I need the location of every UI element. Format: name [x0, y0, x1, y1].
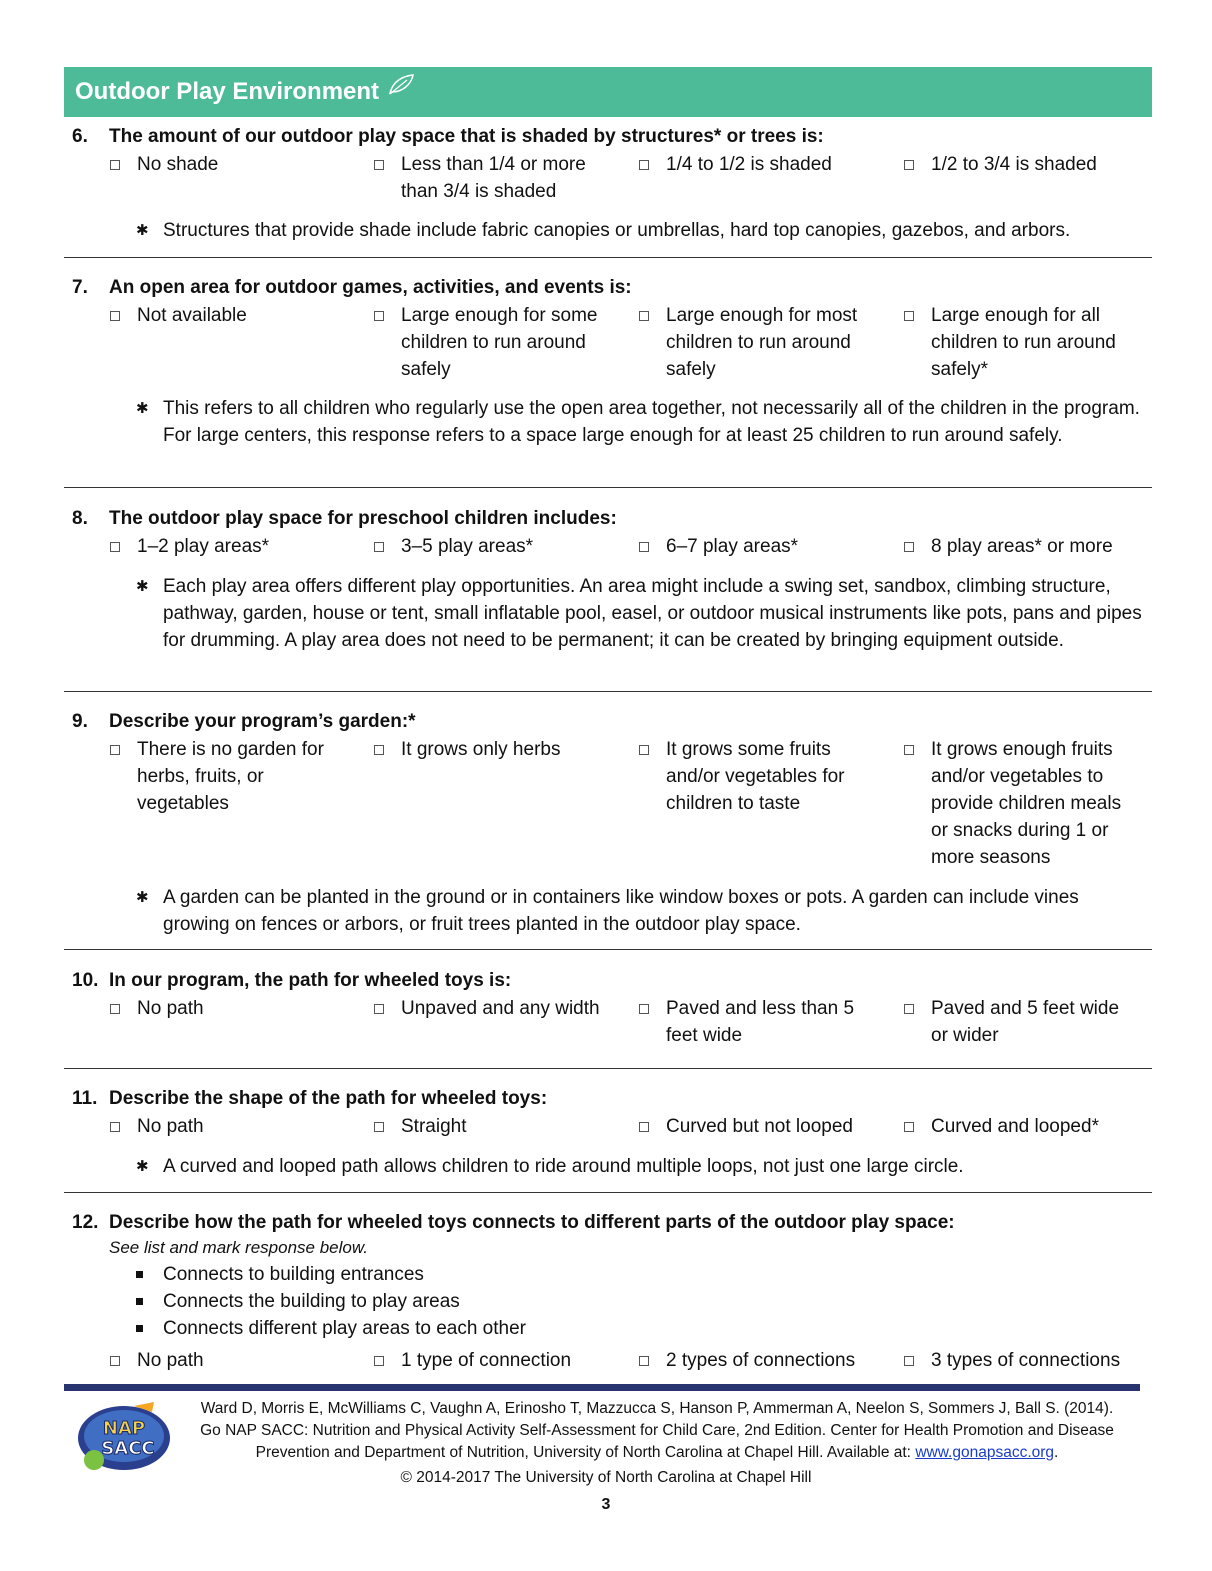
section-title: Outdoor Play Environment	[75, 78, 380, 105]
checkbox-icon[interactable]	[639, 542, 649, 552]
option-checkbox[interactable]	[110, 1113, 345, 1140]
option-label: Not available	[137, 305, 247, 326]
option-checkbox[interactable]	[639, 995, 874, 1049]
divider	[64, 487, 1152, 488]
question-12: 12. Describe how the path for wheeled toys connects to different parts of the outdoor play space: See list and mark response below. Connects to building entrances Connects the building to play areas Connects different play areas to each other No path 1 type of connection 2 types of connections 3 types of connections	[64, 1209, 1152, 1237]
checkbox-icon[interactable]	[374, 1122, 384, 1132]
checkbox-icon[interactable]	[904, 542, 914, 552]
option-label: Unpaved and any width	[401, 998, 600, 1019]
checkbox-icon[interactable]	[904, 1356, 914, 1366]
option-label: Large enough for some children to run around safely	[401, 305, 598, 380]
option-checkbox[interactable]	[639, 736, 874, 817]
checkbox-icon[interactable]	[110, 542, 120, 552]
option-label: 1/4 to 1/2 is shaded	[666, 154, 832, 175]
footnote: ✱ A curved and looped path allows children to ride around multiple loops, not just one large circle.	[136, 1153, 1146, 1180]
option-label: 3 types of connections	[931, 1350, 1121, 1371]
bullet-icon	[136, 1325, 143, 1332]
checkbox-icon[interactable]	[110, 160, 120, 170]
question-number: 10.	[72, 970, 99, 991]
page-number: 3	[601, 1496, 611, 1513]
asterisk-icon: ✱	[136, 578, 149, 595]
option-checkbox[interactable]	[374, 533, 609, 560]
question-6	[64, 123, 1152, 241]
checkbox-icon[interactable]	[904, 1004, 914, 1014]
question-7	[64, 274, 1152, 446]
option-label: Large enough for most children to run around safely	[666, 305, 858, 380]
checkbox-icon[interactable]	[110, 1356, 120, 1366]
checkbox-icon[interactable]	[904, 160, 914, 170]
checkbox-icon[interactable]	[904, 1122, 914, 1132]
svg-text:SACC: SACC	[101, 1438, 155, 1459]
option-label: No path	[137, 1350, 204, 1371]
checkbox-icon[interactable]	[374, 1004, 384, 1014]
option-checkbox[interactable]	[110, 1347, 345, 1374]
checkbox-icon[interactable]	[639, 1356, 649, 1366]
option-label: Paved and 5 feet wide or wider	[931, 998, 1120, 1046]
option-label: 1 type of connection	[401, 1350, 572, 1371]
option-checkbox[interactable]	[110, 995, 345, 1022]
footer-bar	[64, 1384, 1140, 1391]
option-checkbox[interactable]	[110, 736, 345, 817]
footnote: ✱ Each play area offers different play opportunities. An area might include a swing set, sandbox, climbing structure, pathway, garden, house or tent, small inflatable pool, easel, or outdoor musical instruments like pots, pans and pipes for drumming. A play area does not need to be permanent; it can be created by bringing equipment outside.	[136, 573, 1146, 654]
option-label: It grows enough fruits and/or vegetables to provide children meals or snacks during 1 or more seasons	[931, 739, 1122, 868]
question-10	[64, 967, 1152, 1055]
checkbox-icon[interactable]	[374, 311, 384, 321]
question-number: 8.	[72, 508, 88, 529]
option-label: Curved and looped*	[931, 1116, 1099, 1137]
option-label: 1/2 to 3/4 is shaded	[931, 154, 1097, 175]
leaf-icon	[387, 73, 415, 102]
option-label: 1–2 play areas*	[137, 536, 270, 557]
option-checkbox[interactable]	[904, 533, 1139, 560]
question-number: 12.	[72, 1212, 99, 1233]
option-checkbox[interactable]	[904, 1347, 1139, 1374]
bullet-icon	[136, 1271, 143, 1278]
option-label: Less than 1/4 or more than 3/4 is shaded	[401, 154, 586, 202]
option-checkbox[interactable]	[110, 151, 345, 178]
citation: Ward D, Morris E, McWilliams C, Vaughn A, Erinosho T, Mazzucca S, Hanson P, Ammerman A, Neelon S, Sommers J, Ball S. (2014). Go NAP SACC: Nutrition and Physical Activity Self-Assessment for Child Care, 2nd Edition. Center for Health Promotion and Disease Prevention and Department of Nutrition, University of North Carolina at Chapel Hill. Available at: www.gonapsacc.org.	[200, 1400, 1114, 1461]
option-checkbox[interactable]	[904, 151, 1139, 178]
divider	[64, 691, 1152, 692]
option-checkbox[interactable]	[904, 1113, 1139, 1140]
checkbox-icon[interactable]	[374, 542, 384, 552]
option-checkbox[interactable]	[904, 995, 1139, 1049]
checkbox-icon[interactable]	[374, 1356, 384, 1366]
checkbox-icon[interactable]	[904, 745, 914, 755]
option-label: Paved and less than 5 feet wide	[666, 998, 855, 1046]
option-label: It grows only herbs	[401, 739, 561, 760]
question-8	[64, 505, 1152, 651]
option-label: 6–7 play areas*	[666, 536, 799, 557]
footnote: ✱ Structures that provide shade include fabric canopies or umbrellas, hard top canopies, gazebos, and arbors.	[136, 217, 1146, 244]
option-label: 8 play areas* or more	[931, 536, 1113, 557]
option-label: No path	[137, 1116, 204, 1137]
option-checkbox[interactable]	[374, 151, 609, 205]
option-label: 3–5 play areas*	[401, 536, 534, 557]
divider	[64, 1192, 1152, 1193]
option-checkbox[interactable]	[639, 1347, 874, 1374]
checkbox-icon[interactable]	[639, 1004, 649, 1014]
option-checkbox[interactable]	[374, 1347, 609, 1374]
option-checkbox[interactable]	[639, 1113, 874, 1140]
bullet-icon	[136, 1298, 143, 1305]
option-label: 2 types of connections	[666, 1350, 856, 1371]
checkbox-icon[interactable]	[110, 1122, 120, 1132]
asterisk-icon: ✱	[136, 400, 149, 417]
question-number: 9.	[72, 711, 88, 732]
question-text: In our program, the path for wheeled toys is:	[109, 970, 512, 991]
option-checkbox[interactable]	[639, 151, 874, 178]
option-checkbox[interactable]	[639, 533, 874, 560]
question-text: Describe how the path for wheeled toys connects to different parts of the outdoor play space:	[109, 1212, 955, 1233]
question-number: 7.	[72, 277, 88, 298]
question-9	[64, 708, 1152, 935]
checkbox-icon[interactable]	[110, 745, 120, 755]
checkbox-icon[interactable]	[374, 745, 384, 755]
option-checkbox[interactable]	[110, 302, 345, 329]
website-link[interactable]: www.gonapsacc.org	[915, 1444, 1055, 1461]
checkbox-icon[interactable]	[639, 311, 649, 321]
option-label: No path	[137, 998, 204, 1019]
question-text: The amount of our outdoor play space that is shaded by structures* or trees is:	[109, 126, 824, 147]
option-checkbox[interactable]	[374, 1113, 609, 1140]
svg-text:NAP: NAP	[102, 1418, 146, 1439]
question-text: Describe the shape of the path for wheeled toys:	[109, 1088, 548, 1109]
checkbox-icon[interactable]	[639, 1122, 649, 1132]
checkbox-icon[interactable]	[374, 160, 384, 170]
checkbox-icon[interactable]	[639, 745, 649, 755]
divider	[64, 949, 1152, 950]
question-text: The outdoor play space for preschool children includes:	[109, 508, 617, 529]
checkbox-icon[interactable]	[904, 311, 914, 321]
option-checkbox[interactable]	[374, 302, 609, 383]
option-label: Curved but not looped	[666, 1116, 853, 1137]
question-text: An open area for outdoor games, activities, and events is:	[109, 277, 632, 298]
asterisk-icon: ✱	[136, 222, 149, 239]
option-checkbox[interactable]	[904, 302, 1139, 383]
option-label: It grows some fruits and/or vegetables for children to taste	[666, 739, 845, 814]
footnote: ✱ A garden can be planted in the ground or in containers like window boxes or pots. A garden can include vines growing on fences or arbors, or fruit trees planted in the outdoor play space.	[136, 884, 1146, 938]
option-label: Straight	[401, 1116, 467, 1137]
question-number: 6.	[72, 126, 88, 147]
question-text: Describe your program’s garden:*	[109, 711, 416, 732]
checkbox-icon[interactable]	[110, 1004, 120, 1014]
option-checkbox[interactable]	[374, 736, 609, 763]
option-checkbox[interactable]	[110, 533, 345, 560]
copyright: © 2014-2017 The University of North Carolina at Chapel Hill	[400, 1469, 812, 1486]
checkbox-icon[interactable]	[639, 160, 649, 170]
nap-sacc-logo	[74, 1398, 174, 1476]
question-11	[64, 1085, 1152, 1177]
checkbox-icon[interactable]	[110, 311, 120, 321]
asterisk-icon: ✱	[136, 1158, 149, 1175]
divider	[64, 1068, 1152, 1069]
divider	[64, 257, 1152, 258]
option-label: No shade	[137, 154, 219, 175]
footnote: ✱ This refers to all children who regularly use the open area together, not necessarily all of the children in the program. For large centers, this response refers to a space large enough for at least 25 children to run around safely.	[136, 395, 1146, 449]
asterisk-icon: ✱	[136, 889, 149, 906]
instruction-note: See list and mark response below.	[109, 1238, 368, 1257]
option-label: There is no garden for herbs, fruits, or vegetables	[137, 739, 324, 814]
section-header	[64, 67, 1152, 117]
option-checkbox[interactable]	[374, 995, 609, 1022]
option-checkbox[interactable]	[639, 302, 874, 383]
option-label: Large enough for all children to run around safely*	[931, 305, 1116, 380]
option-checkbox[interactable]	[904, 736, 1139, 871]
question-number: 11.	[72, 1088, 98, 1109]
